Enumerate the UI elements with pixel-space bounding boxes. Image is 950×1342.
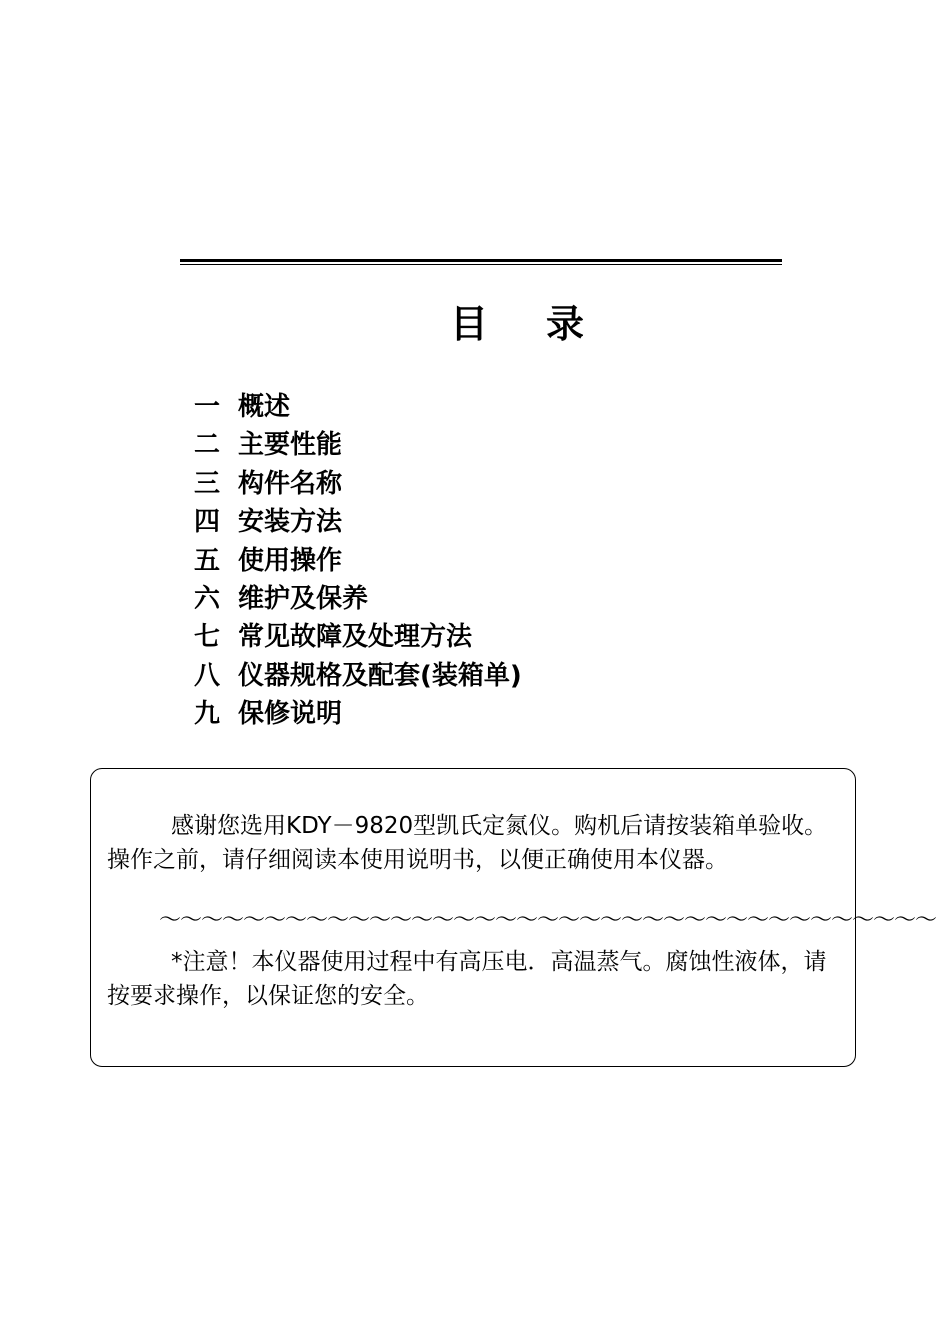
toc-item [194,426,794,464]
toc-item-number: 五 [194,545,221,576]
toc-item-label: 构件名称 [238,468,343,499]
toc-item-number: 三 [194,468,221,499]
toc-item-label: 保修说明 [238,699,343,730]
toc-item-label: 概述 [238,392,291,422]
table-of-contents [194,388,794,734]
toc-item [194,657,794,695]
toc-item [194,465,794,503]
toc-item-number: 四 [194,507,221,538]
toc-item [194,503,794,541]
toc-item [194,695,794,733]
toc-item-label: 使用操作 [238,545,343,576]
toc-item-number: 七 [194,622,221,653]
page-title: 目录 [450,302,643,346]
toc-item-label: 安装方法 [238,507,343,538]
notice-warning-text: *注意！本仪器使用过程中有高压电．高温蒸气。腐蚀性液体，请按要求操作，以保证您的安全。 [107,949,827,1009]
toc-item [194,618,794,656]
toc-item-label: 常见故障及处理方法 [238,622,473,653]
notice-intro-text: 感谢您选用KDY－9820型凯氏定氮仪。购机后请按装箱单验收。操作之前，请仔细阅读本使用说明书，以便正确使用本仪器。 [107,813,828,873]
toc-item [194,580,794,618]
toc-item-label: 仪器规格及配套(装箱单) [238,660,522,691]
header-rule-thin [180,264,782,265]
toc-item-label: 维护及保养 [238,583,369,614]
toc-item-number: 八 [194,660,221,691]
notice-divider: ～～～～～～～～～～～～～～～～～～～～～～～～～～～～～～～～～～～～～ [159,908,937,933]
toc-item-number: 九 [194,699,221,730]
toc-item-number: 六 [194,583,221,614]
toc-item-number: 一 [194,392,221,422]
toc-item-label: 主要性能 [238,430,343,461]
toc-item [194,542,794,580]
header-rule-thick [180,259,782,262]
toc-item-number: 二 [194,430,221,461]
toc-item [194,388,794,426]
notice-box [90,768,937,1067]
